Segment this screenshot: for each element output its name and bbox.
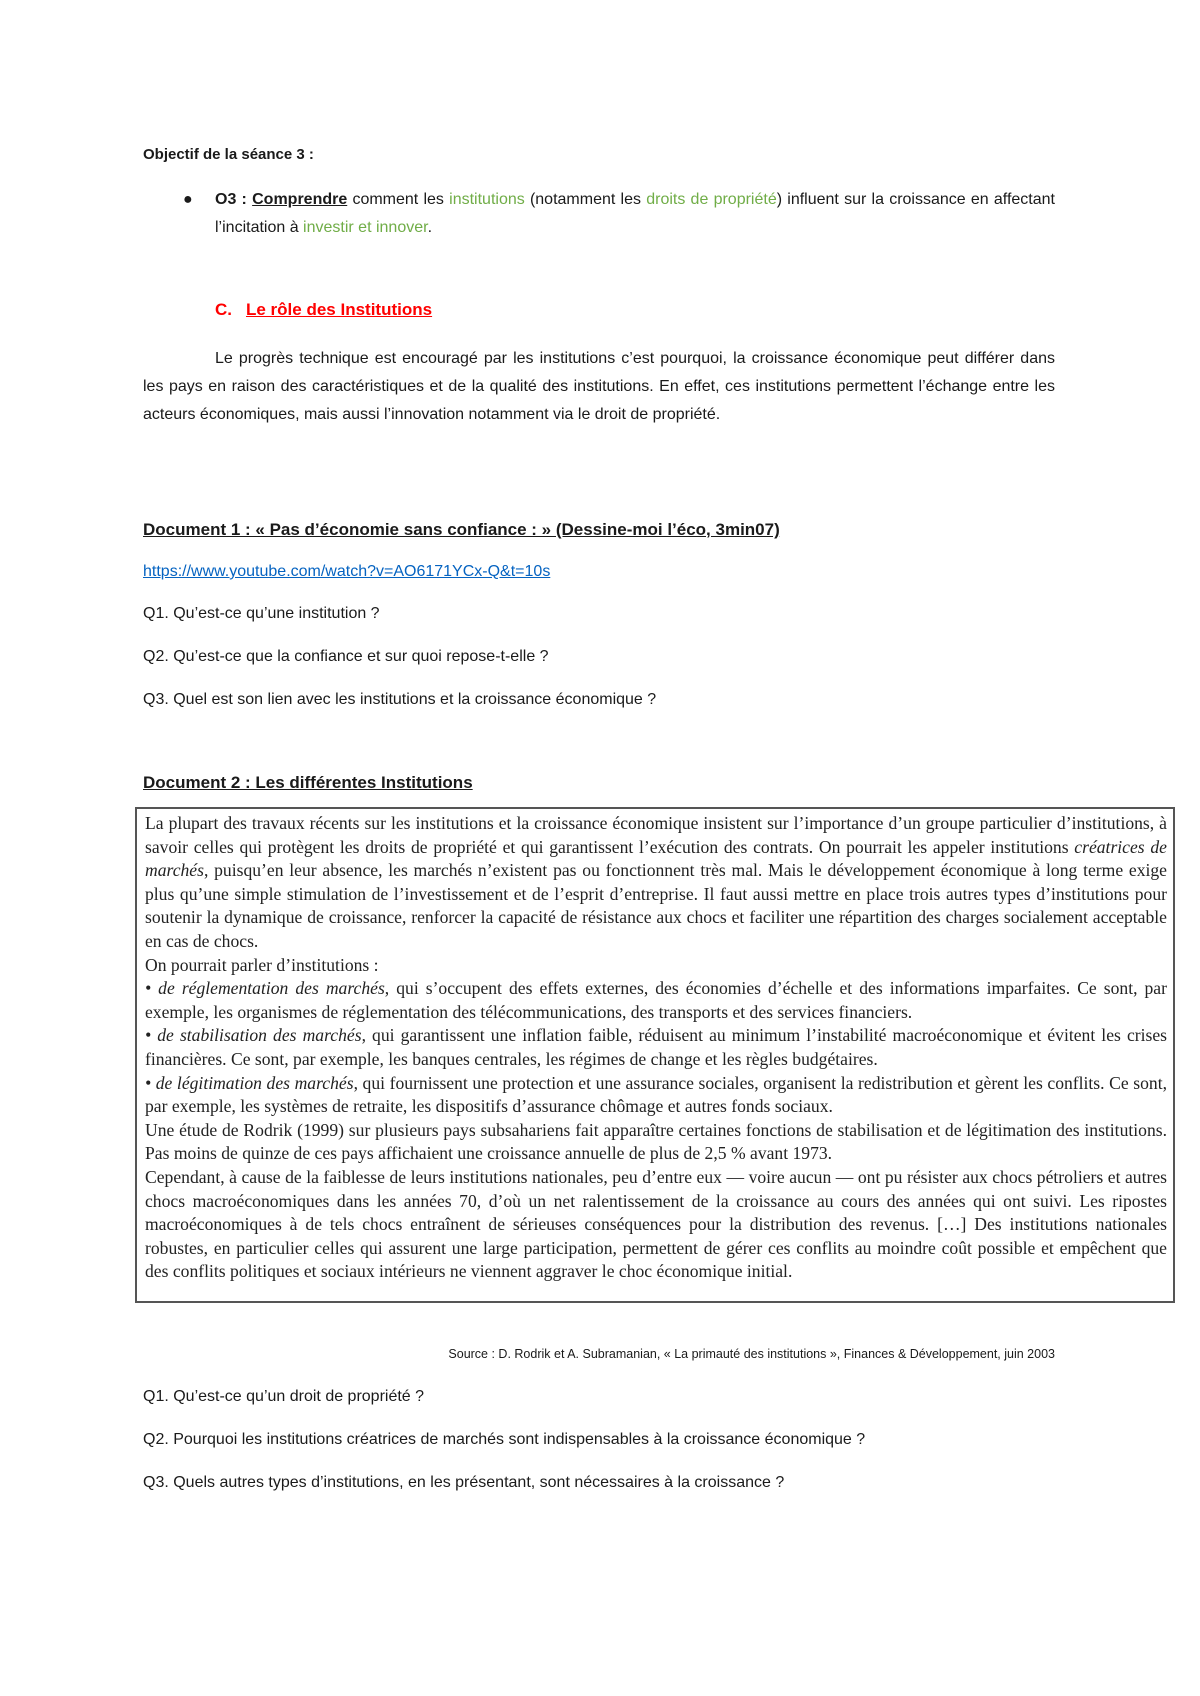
intro-paragraph: Le progrès technique est encouragé par les institutions c’est pourquoi, la croissance économique peut différer dans les pays en raison des caractéristiques et de la qualité des institutions. En effet, ces institutions permettent l’échange entre les acteurs économiques, mais aussi l’innovation notamment via le droit de propriété. — [143, 350, 1055, 423]
youtube-link[interactable]: https://www.youtube.com/watch?v=AO6171YCx-Q&t=10s — [143, 563, 551, 580]
section-title: Le rôle des Institutions — [246, 300, 433, 319]
doc2-question-3: Q3. Quels autres types d’institutions, en les présentant, sont nécessaires à la croissance ? — [143, 1474, 785, 1491]
doc1-question-1: Q1. Qu’est-ce qu’une institution ? — [143, 605, 380, 622]
doc2-question-1: Q1. Qu’est-ce qu’un droit de propriété ? — [143, 1388, 425, 1405]
section-letter: C. — [215, 300, 232, 319]
excerpt-bullet-3: • de légitimation des marchés, qui fournissent une protection et une assurance sociales, organisent la redistribution et gèrent les conflits. Ce sont, par exemple, les systèmes de retraite, les dispositifs d’assurance chômage et autres fonds sociaux. — [145, 1072, 1167, 1117]
excerpt-bullet-2: • de stabilisation des marchés, qui garantissent une inflation faible, réduisent au minimum l’instabilité macroéconomique et évitent les crises financières. Ce sont, par exemple, les banques centrales, les régimes de change et les règles budgétaires. — [145, 1025, 1168, 1069]
objective-text-4: . — [427, 219, 433, 236]
objective-title: Objectif de la séance 3 : — [143, 146, 314, 163]
objective-item — [183, 186, 1055, 242]
excerpt-paragraph-4: Cependant, à cause de la faiblesse de leurs institutions nationales, peu d’entre eux — voire aucun — ont pu résister aux chocs pétroliers et autres chocs macroéconomiques dans les années 70, d’où un net ralentissement de la croissance au cours des années qui ont suivi. Les ripostes macroéconomiques à de tels chocs entraînent de sérieuses conséquences pour la distribution des revenus. […] Des institutions nationales robustes, en particulier celles qui assurent une large participation, permettent de gérer ces conflits au moindre coût possible et empêchent que des conflits politiques et sociaux intérieurs ne viennent aggraver le choc économique initial. — [145, 1166, 1167, 1282]
keyword-investir: investir et innover — [303, 219, 428, 236]
document-2-title: Document 2 : Les différentes Institutions — [143, 773, 473, 792]
keyword-institutions: institutions — [449, 191, 525, 208]
excerpt-bullet-1: • de réglementation des marchés, qui s’occupent des effets externes, des économies d’échelle et des informations imparfaites. Ce sont, par exemple, les organismes de réglementation des télécommunications, des transports et des services financiers. — [145, 978, 1167, 1022]
source-citation: Source : D. Rodrik et A. Subramanian, « La primauté des institutions », Finances & Développement, juin 2003 — [448, 1347, 1055, 1361]
objective-text-1: comment les — [347, 191, 450, 208]
excerpt-paragraph-1: La plupart des travaux récents sur les institutions et la croissance économique insistent sur l’importance d’un groupe particulier d’institutions, à savoir celles qui protègent les droits de propriété et qui garantissent l’exécution des contrats. On pourrait les appeler institutions créatrices de marchés, puisqu’en leur absence, les marchés n’existent pas ou fonctionnent très mal. Mais le développement économique à long terme exige plus qu’une simple stimulation de l’investissement et de l’esprit d’entreprise. Il faut aussi mettre en place trois autres types d’institutions pour soutenir la dynamique de croissance, renforcer la capacité de résistance aux chocs et faciliter une répartition des charges socialement acceptable en cas de chocs. — [145, 813, 1167, 951]
section-heading — [215, 300, 432, 320]
document-1-title: Document 1 : « Pas d’économie sans confiance : » (Dessine-moi l’éco, 3min07) — [143, 520, 780, 539]
objective-verb: Comprendre — [252, 191, 348, 208]
doc2-question-2: Q2. Pourquoi les institutions créatrices de marchés sont indispensables à la croissance économique ? — [143, 1431, 866, 1448]
objective-text-2: (notamment les — [524, 191, 647, 208]
excerpt-box — [135, 807, 1175, 1303]
objective-code: O3 : — [215, 191, 247, 208]
doc1-question-3: Q3. Quel est son lien avec les institutions et la croissance économique ? — [143, 691, 657, 708]
excerpt-paragraph-2: On pourrait parler d’institutions : — [145, 954, 379, 975]
excerpt-paragraph-3: Une étude de Rodrik (1999) sur plusieurs pays subsahariens fait apparaître certaines fonctions de stabilisation et de légitimation des institutions. Pas moins de quinze de ces pays affichaient une croissance annuelle de plus de 2,5 % avant 1973. — [145, 1119, 1167, 1164]
keyword-droits-propriete: droits de propriété — [646, 191, 777, 208]
bullet-icon: ● — [183, 191, 193, 208]
objective-text-3: ) influent sur la croissance en affectant l’incitation à — [215, 191, 1055, 236]
doc1-question-2: Q2. Qu’est-ce que la confiance et sur quoi repose-t-elle ? — [143, 648, 549, 665]
